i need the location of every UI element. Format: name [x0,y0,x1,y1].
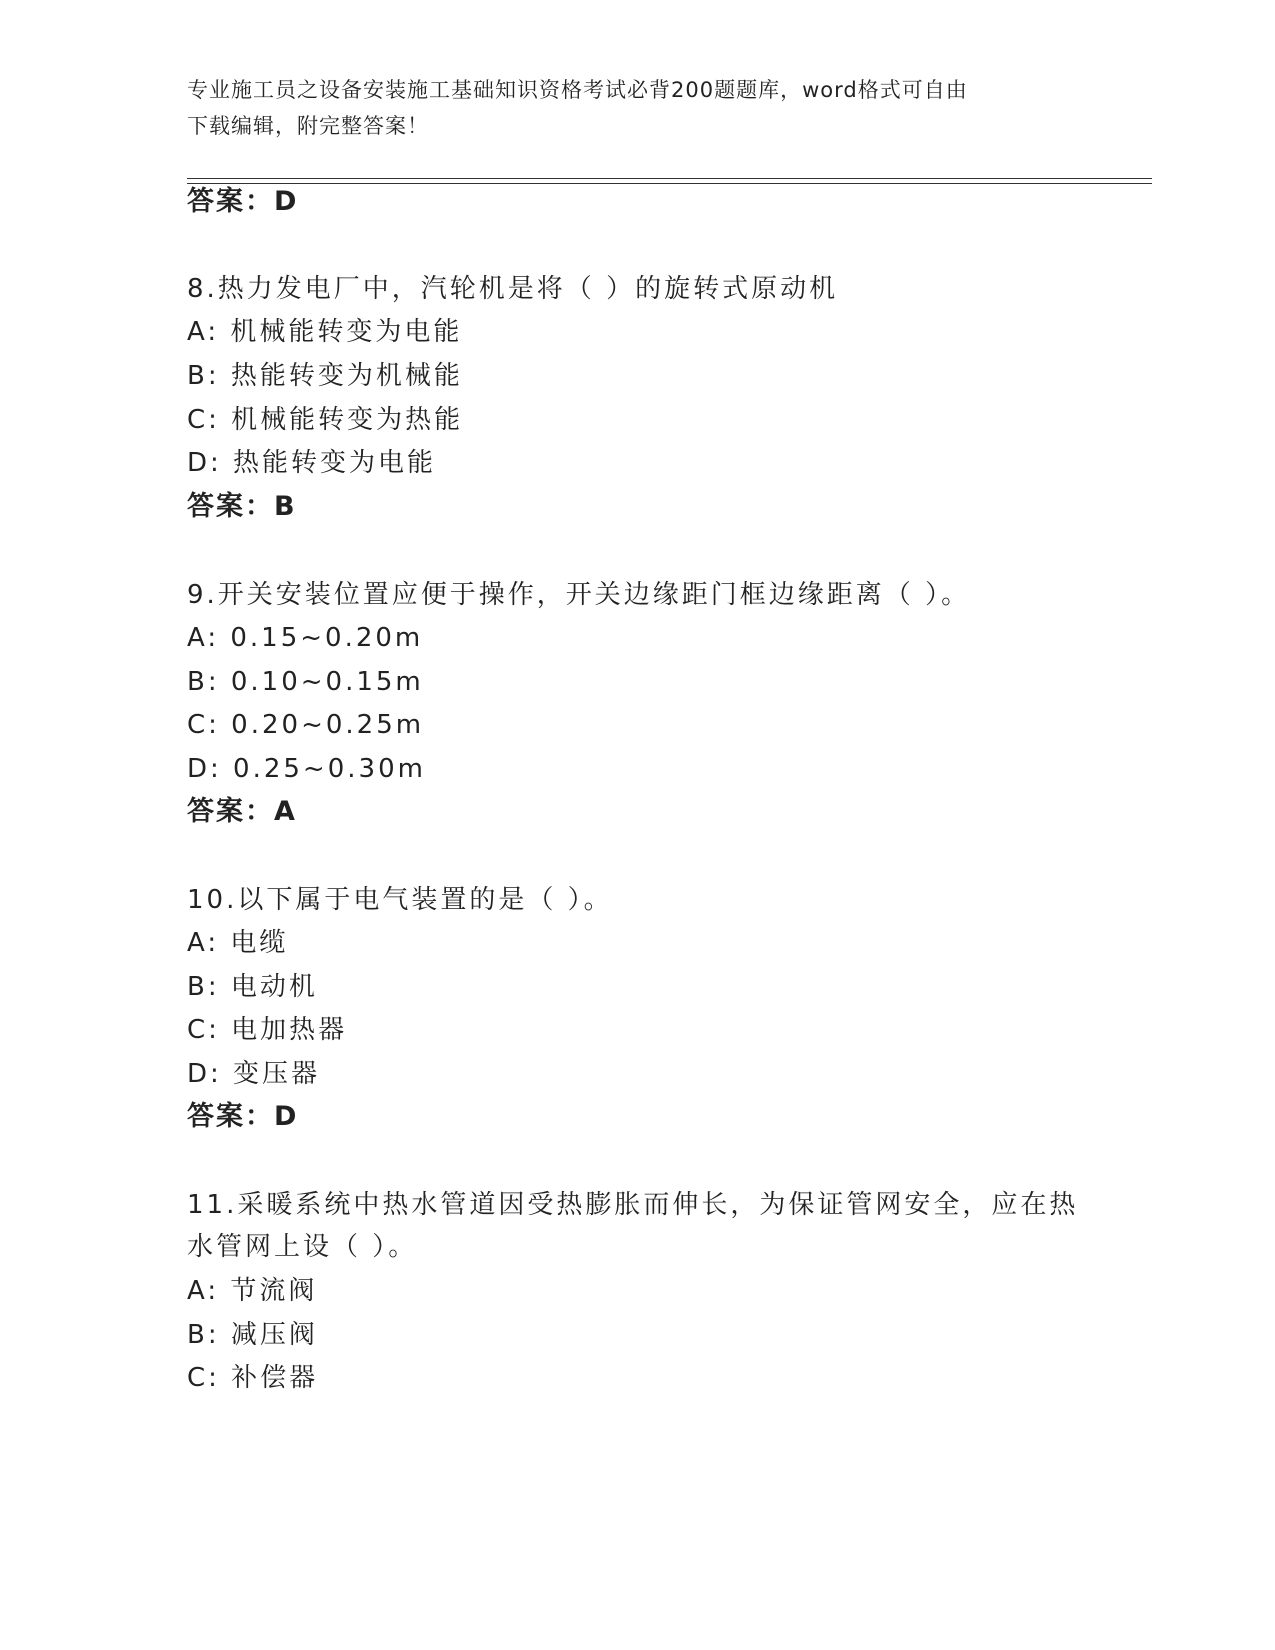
header-line-1: 专业施工员之设备安装施工基础知识资格考试必背200题题库，word格式可自由 [187,78,968,102]
option-b: B: 电动机 [187,972,318,1002]
option-a: A: 机械能转变为电能 [187,317,463,347]
answer-label: 答案：D [187,1101,299,1132]
question-stem: 10.以下属于电气装置的是（ ）。 [187,885,613,915]
option-c: C: 补偿器 [187,1363,319,1393]
document-header [187,72,1067,144]
header-line-2: 下载编辑，附完整答案！ [187,114,429,138]
option-a: A: 节流阀 [187,1276,318,1306]
option-c: C: 0.20~0.25m [187,710,425,740]
option-b: B: 减压阀 [187,1320,318,1350]
option-a: A: 0.15~0.20m [187,623,424,653]
option-d: D: 热能转变为电能 [187,448,437,478]
question-stem: 8.热力发电厂中，汽轮机是将（ ）的旋转式原动机 [187,274,839,304]
option-c: C: 机械能转变为热能 [187,405,464,435]
question-stem: 11.采暖系统中热水管道因受热膨胀而伸长，为保证管网安全，应在热 [187,1190,1079,1220]
header-divider-top [187,178,1152,179]
header-divider-bottom [187,183,1152,184]
option-a: A: 电缆 [187,928,289,958]
answer-label: 答案：D [187,186,299,217]
option-b: B: 热能转变为机械能 [187,361,463,391]
option-d: D: 0.25~0.30m [187,754,426,784]
question-stem-continued: 水管网上设（ ）。 [187,1232,418,1262]
answer-label: 答案：A [187,796,297,827]
option-b: B: 0.10~0.15m [187,667,424,697]
option-c: C: 电加热器 [187,1015,348,1045]
answer-label: 答案：B [187,491,297,522]
question-stem: 9.开关安装位置应便于操作，开关边缘距门框边缘距离（ ）。 [187,580,971,610]
option-d: D: 变压器 [187,1059,321,1089]
